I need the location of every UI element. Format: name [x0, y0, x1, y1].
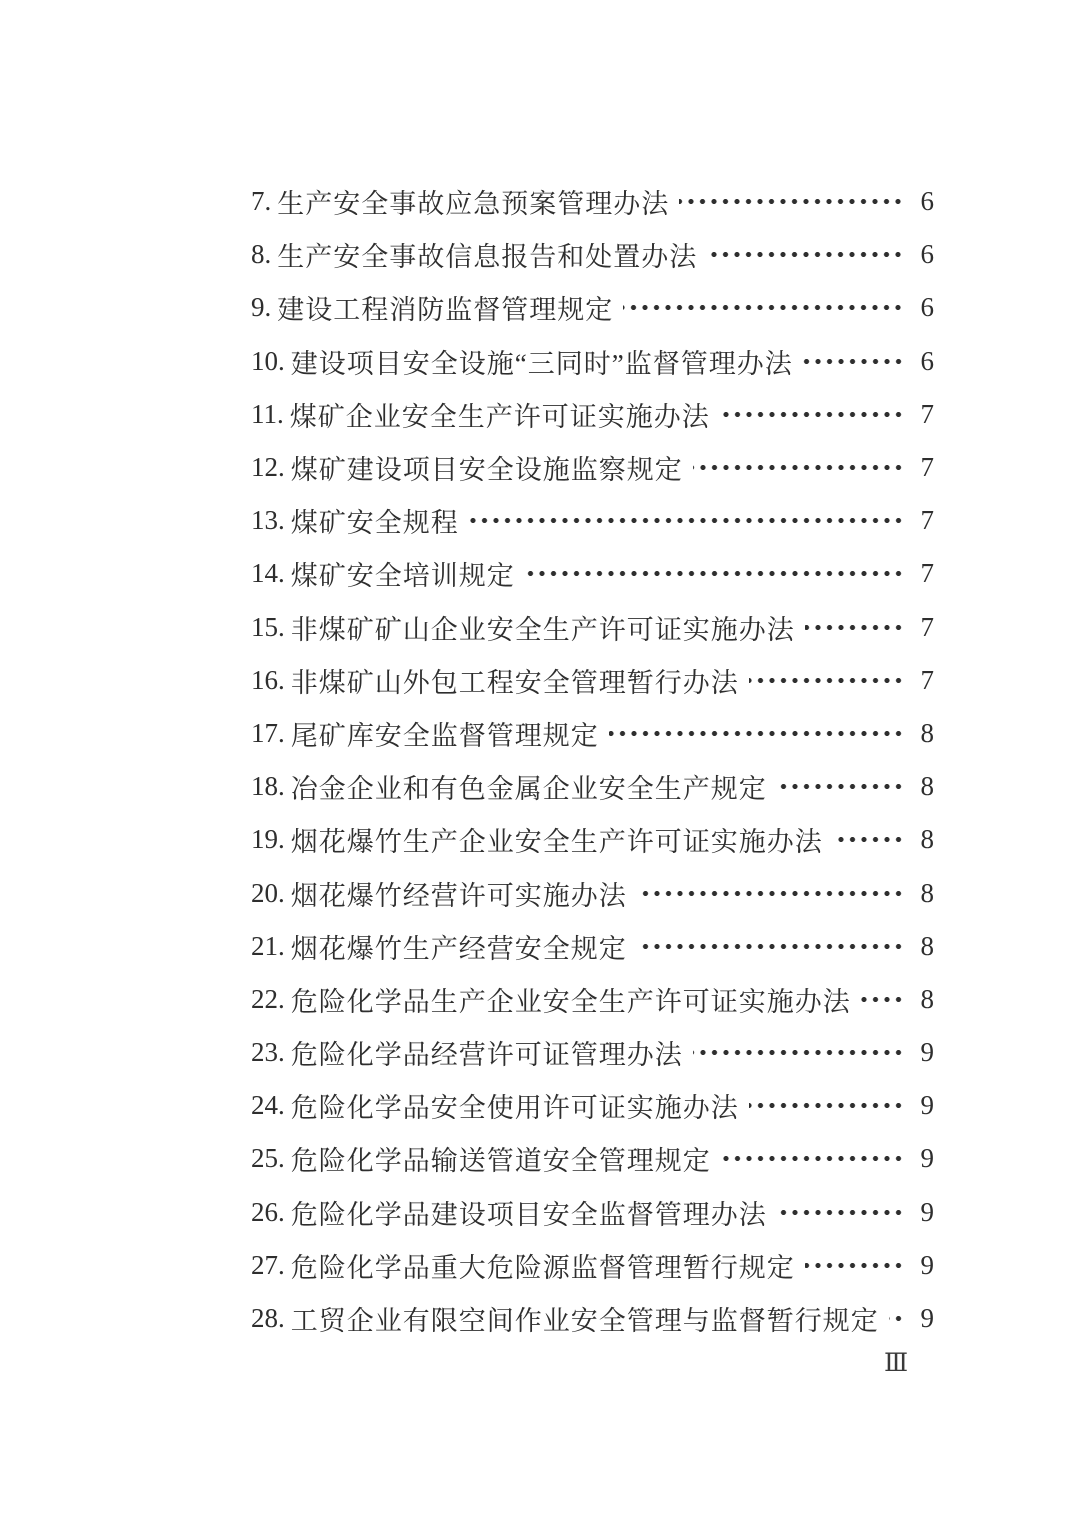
dot-leader: [721, 1155, 904, 1162]
toc-item-number: 17.: [251, 717, 285, 748]
toc-item-title: 煤矿安全培训规定: [290, 561, 515, 592]
toc-item-number: 27.: [251, 1249, 285, 1280]
toc-item-page-number: 8: [920, 877, 934, 908]
dot-leader: [693, 464, 904, 471]
dot-leader: [707, 251, 904, 258]
toc-item-page-number: 6: [920, 345, 934, 376]
dot-leader: [805, 624, 904, 631]
toc-item-number: 24.: [251, 1090, 285, 1121]
toc-row: [251, 441, 934, 494]
dot-leader: [525, 570, 904, 577]
toc-item-number: 26.: [251, 1196, 285, 1227]
folio-page-number: Ⅲ: [883, 1350, 909, 1377]
toc-row: [251, 1026, 934, 1079]
toc-item-title: 危险化学品建设项目安全监督管理办法: [290, 1199, 767, 1230]
toc-row: [251, 228, 934, 281]
toc-item-page-number: 9: [920, 1249, 934, 1280]
toc-item-title: 煤矿建设项目安全设施监察规定: [290, 455, 683, 486]
toc-item-number: 22.: [251, 983, 285, 1014]
dot-leader: [623, 304, 904, 311]
toc-item-page-number: 9: [920, 1143, 934, 1174]
toc-row: [251, 175, 934, 228]
toc-item-title: 非煤矿矿山企业安全生产许可证实施办法: [290, 614, 795, 645]
toc-row: [251, 388, 934, 441]
toc-row: [251, 1292, 934, 1345]
toc-item-page-number: 6: [920, 239, 934, 270]
toc-item-number: 9.: [251, 292, 272, 323]
dot-leader: [749, 1102, 904, 1109]
toc-item-number: 14.: [251, 558, 285, 589]
toc-row: [251, 707, 934, 760]
toc-item-number: 12.: [251, 452, 285, 483]
dot-leader: [889, 1315, 904, 1322]
toc-row: [251, 760, 934, 813]
toc-item-title: 危险化学品经营许可证管理办法: [290, 1040, 683, 1071]
toc-item-title: 危险化学品输送管道安全管理规定: [290, 1146, 711, 1177]
toc-row: [251, 1079, 934, 1132]
toc-item-title: 冶金企业和有色金属企业安全生产规定: [290, 774, 767, 805]
toc-item-page-number: 8: [920, 983, 934, 1014]
toc-item-number: 7.: [251, 186, 272, 217]
dot-leader: [609, 730, 904, 737]
toc-item-page-number: 7: [920, 398, 934, 429]
toc-item-title: 生产安全事故应急预案管理办法: [277, 189, 670, 220]
dot-leader: [803, 358, 904, 365]
toc-item-title: 危险化学品安全使用许可证实施办法: [290, 1093, 739, 1124]
toc-item-number: 18.: [251, 771, 285, 802]
toc-item-page-number: 7: [920, 505, 934, 536]
toc-item-number: 28.: [251, 1303, 285, 1334]
toc-item-title: 烟花爆竹生产经营安全规定: [290, 933, 627, 964]
toc-row: [251, 494, 934, 547]
toc-item-title: 危险化学品重大危险源监督管理暂行规定: [290, 1252, 795, 1283]
toc-item-number: 21.: [251, 930, 285, 961]
toc-item-page-number: 8: [920, 824, 934, 855]
toc-item-number: 11.: [251, 398, 284, 429]
toc-row: [251, 1239, 934, 1292]
toc-item-number: 15.: [251, 611, 285, 642]
toc-item-title: 烟花爆竹生产企业安全生产许可证实施办法: [290, 827, 823, 858]
toc-item-title: 非煤矿山外包工程安全管理暂行办法: [290, 667, 739, 698]
dot-leader: [777, 783, 904, 790]
toc-item-page-number: 6: [920, 186, 934, 217]
toc-item-page-number: 9: [920, 1037, 934, 1068]
toc-item-page-number: 9: [920, 1196, 934, 1227]
dot-leader: [637, 943, 904, 950]
toc-row: [251, 920, 934, 973]
dot-leader: [720, 411, 904, 418]
dot-leader: [679, 198, 904, 205]
toc-item-page-number: 7: [920, 664, 934, 695]
toc-row: [251, 1186, 934, 1239]
toc-row: [251, 281, 934, 334]
toc-item-title: 建设工程消防监督管理规定: [277, 295, 614, 326]
toc-item-page-number: 8: [920, 717, 934, 748]
toc-row: [251, 1132, 934, 1185]
dot-leader: [833, 836, 904, 843]
toc-row: [251, 601, 934, 654]
dot-leader: [805, 1262, 904, 1269]
toc-item-page-number: 9: [920, 1303, 934, 1334]
toc-item-title: 生产安全事故信息报告和处置办法: [277, 242, 698, 273]
toc-item-number: 13.: [251, 505, 285, 536]
toc-item-title: 尾矿库安全监督管理规定: [290, 720, 599, 751]
toc-item-page-number: 7: [920, 611, 934, 642]
toc-item-page-number: 6: [920, 292, 934, 323]
toc-item-page-number: 8: [920, 930, 934, 961]
toc-item-title: 煤矿企业安全生产许可证实施办法: [289, 401, 710, 432]
dot-leader: [637, 890, 904, 897]
toc-row: [251, 866, 934, 919]
toc-item-title: 烟花爆竹经营许可实施办法: [290, 880, 627, 911]
toc-item-title: 工贸企业有限空间作业安全管理与监督暂行规定: [290, 1306, 879, 1337]
toc-item-number: 20.: [251, 877, 285, 908]
toc-item-title: 建设项目安全设施“三同时”监督管理办法: [290, 348, 793, 379]
toc-item-title: 煤矿安全规程: [290, 508, 459, 539]
toc-row: [251, 547, 934, 600]
toc-row: [251, 973, 934, 1026]
toc-item-title: 危险化学品生产企业安全生产许可证实施办法: [290, 986, 851, 1017]
toc-item-number: 25.: [251, 1143, 285, 1174]
dot-leader: [469, 517, 904, 524]
dot-leader: [693, 1049, 904, 1056]
toc-item-number: 19.: [251, 824, 285, 855]
toc-item-page-number: 7: [920, 452, 934, 483]
toc-row: [251, 654, 934, 707]
toc-item-page-number: 9: [920, 1090, 934, 1121]
toc-item-page-number: 7: [920, 558, 934, 589]
toc-item-number: 16.: [251, 664, 285, 695]
toc-item-page-number: 8: [920, 771, 934, 802]
dot-leader: [861, 996, 904, 1003]
toc-row: [251, 813, 934, 866]
toc-item-number: 8.: [251, 239, 272, 270]
dot-leader: [749, 677, 904, 684]
dot-leader: [777, 1209, 904, 1216]
toc-item-number: 23.: [251, 1037, 285, 1068]
toc-row: [251, 335, 934, 388]
table-of-contents: [251, 175, 934, 1345]
toc-item-number: 10.: [251, 345, 285, 376]
